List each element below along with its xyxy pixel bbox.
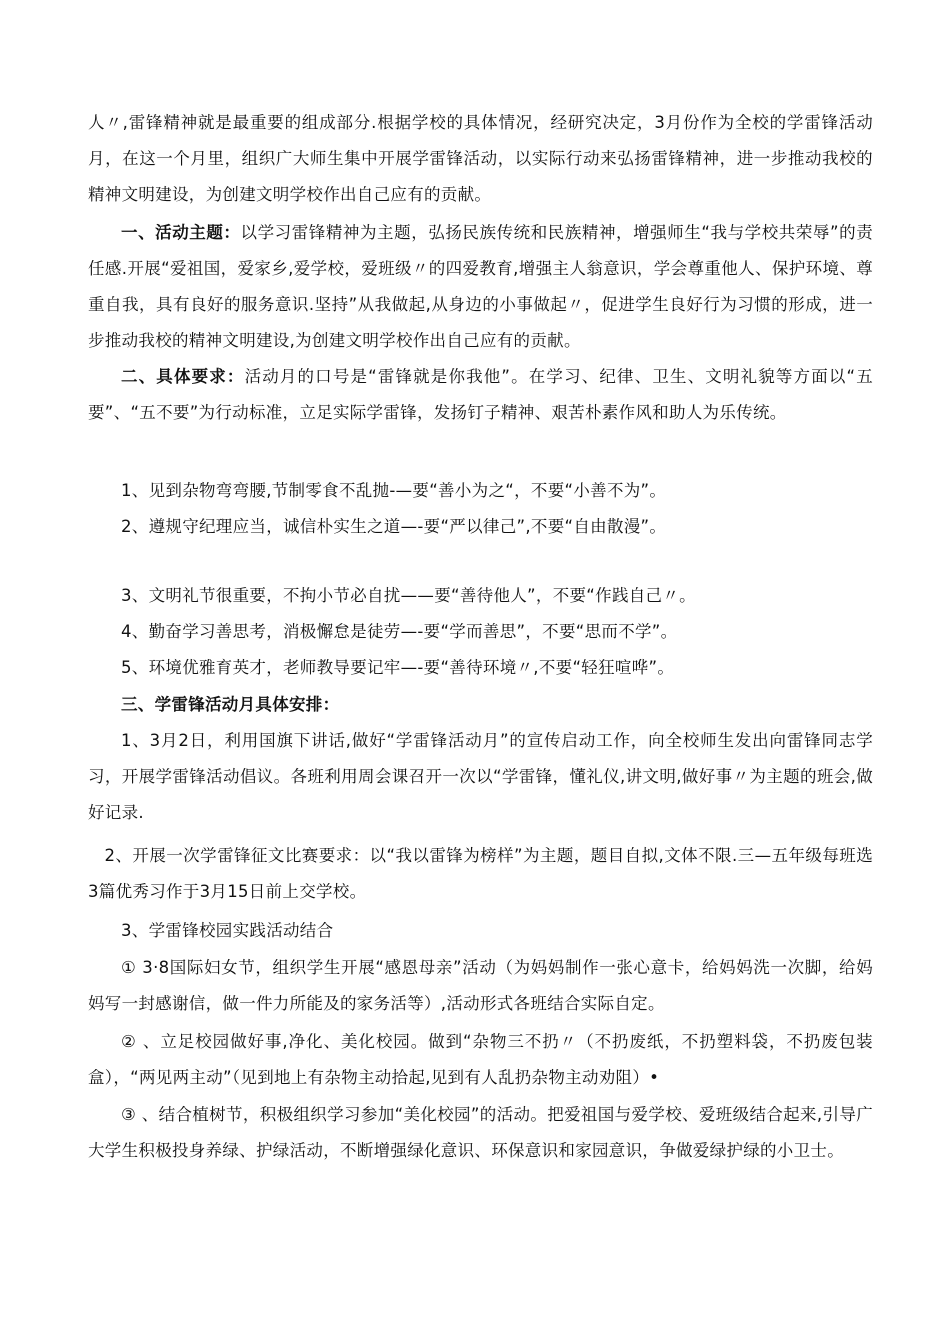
section-requirements-heading: 二、具体要求：	[121, 367, 245, 386]
section-theme-heading: 一、活动主题：	[121, 223, 241, 242]
schedule-item-1: 1、3月2日，利用国旗下讲话,做好“学雷锋活动月”的宣传启动工作，向全校师生发出向雷锋同志学习，开展学雷锋活动倡议。各班利用周会课召开一次以“学雷锋，懂礼仪,讲文明,做好事〃为主题的班会,做好记录.	[88, 731, 873, 822]
practice-item-1: ① 3·8国际妇女节，组织学生开展“感恩母亲”活动（为妈妈制作一张心意卡，给妈妈洗一次脚，给妈妈写一封感谢信，做一件力所能及的家务活等）,活动形式各班结合实际自定。	[88, 958, 873, 1013]
schedule-item-3: 3、学雷锋校园实践活动结合	[121, 921, 334, 940]
requirement-item-5: 5、环境优雅育英才，老师教导要记牢—-要“善待环境〃,不要“轻狂喧哗”。	[121, 658, 675, 677]
practice-item-3: ③ 、结合植树节，积极组织学习参加“美化校园”的活动。把爱祖国与爱学校、爱班级结合起来,引导广大学生积极投身养绿、护绿活动，不断增强绿化意识、环保意识和家园意识，争做爱绿护绿的小卫士。	[88, 1105, 873, 1160]
requirement-item-2: 2、遵规守纪理应当，诚信朴实生之道—-要“严以律己”,不要“自由散漫”。	[121, 517, 667, 536]
requirement-item-4: 4、勤奋学习善思考，消极懈怠是徒劳—-要“学而善思”，不要“思而不学”。	[121, 622, 678, 641]
requirement-item-3: 3、文明礼节很重要，不拘小节必自扰——要“善待他人”，不要“作践自己〃。	[121, 586, 696, 605]
practice-item-2: ② 、立足校园做好事,净化、美化校园。做到“杂物三不扔〃（不扔废纸，不扔塑料袋，不扔废包装盒），“两见两主动”（见到地上有杂物主动拾起,见到有人乱扔杂物主动劝阻）•	[88, 1032, 873, 1087]
requirement-item-1: 1、见到杂物弯弯腰,节制零食不乱抛-—要“善小为之“，不要“小善不为”。	[121, 481, 667, 500]
section-theme	[88, 215, 873, 359]
intro-paragraph: 人〃,雷锋精神就是最重要的组成部分.根据学校的具体情况，经研究决定，3月份作为全校的学雷锋活动月，在这一个月里，组织广大师生集中开展学雷锋活动，以实际行动来弘扬雷锋精神，进一步推动我校的精神文明建设，为创建文明学校作出自己应有的贡献。	[88, 113, 873, 204]
section-theme-body: 以学习雷锋精神为主题，弘扬民族传统和民族精神，增强师生“我与学校共荣辱”的责任感.开展“爱祖国，爱家乡,爱学校，爱班级〃的四爱教育,增强主人翁意识，学会尊重他人、保护环境、尊重自我，具有良好的服务意识.坚持”从我做起,从身边的小事做起〃，促进学生良好行为习惯的形成，进一步推动我校的精神文明建设,为创建文明学校作出自己应有的贡献。	[88, 223, 873, 350]
section-requirements	[88, 359, 873, 431]
section-requirements-body: 活动月的口号是“雷锋就是你我他”。在学习、纪律、卫生、文明礼貌等方面以“五要”、“五不要”为行动标准，立足实际学雷锋，发扬钉子精神、艰苦朴素作风和助人为乐传统。	[88, 367, 873, 422]
section-schedule-heading: 三、学雷锋活动月具体安排：	[121, 695, 340, 714]
schedule-item-2: 2、开展一次学雷锋征文比赛要求：以“我以雷锋为榜样”为主题，题目自拟,文体不限.三—五年级每班选3篇优秀习作于3月15日前上交学校。	[88, 846, 873, 901]
